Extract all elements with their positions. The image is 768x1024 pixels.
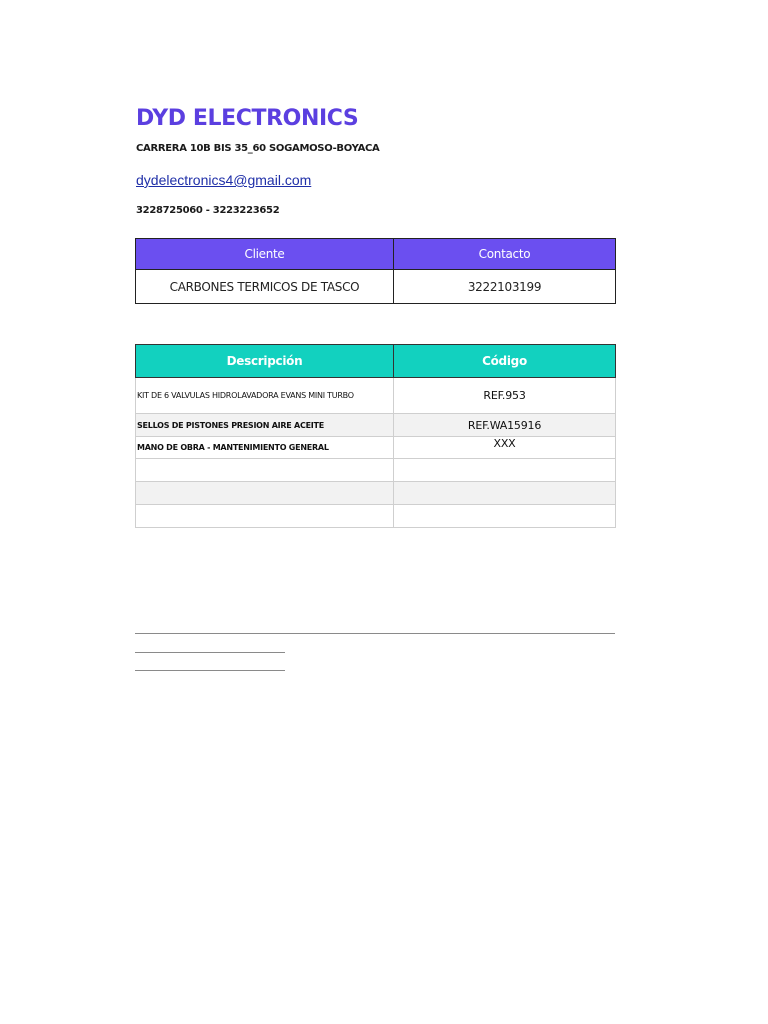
client-row [136,270,616,304]
email-link[interactable]: dydelectronics4@gmail.com [136,172,312,188]
table-row [136,378,616,414]
signature-line [135,670,285,671]
item-description-cell: SELLOS DE PISTONES PRESION AIRE ACEITE [136,414,394,437]
contact-header: Contacto [394,239,616,270]
item-code-cell: XXX [394,437,616,459]
client-name-cell: CARBONES TERMICOS DE TASCO [136,270,394,304]
table-row [136,482,616,505]
table-row [136,437,616,459]
signature-line [135,652,285,653]
item-code-cell: REF.WA15916 [394,414,616,437]
description-header: Descripción [136,345,394,378]
divider-line [135,633,615,634]
company-name: DYD ELECTRONICS [136,106,359,131]
code-header: Código [394,345,616,378]
client-header: Cliente [136,239,394,270]
item-description-cell [136,459,394,482]
client-contact-cell: 3222103199 [394,270,616,304]
company-address: CARRERA 10B BIS 35_60 SOGAMOSO-BOYACA [136,143,380,154]
client-table-header-row [136,239,616,270]
item-code-cell: REF.953 [394,378,616,414]
item-code-cell [394,459,616,482]
items-table-header-row [136,345,616,378]
table-row [136,414,616,437]
item-description-cell [136,482,394,505]
items-table [135,344,616,528]
table-row [136,459,616,482]
company-phones: 3228725060 - 3223223652 [136,205,280,216]
item-code-cell [394,505,616,528]
table-row [136,505,616,528]
client-table [135,238,616,304]
item-description-cell: KIT DE 6 VALVULAS HIDROLAVADORA EVANS MINI TURBO [136,378,394,414]
item-description-cell [136,505,394,528]
item-code-cell [394,482,616,505]
item-description-cell: MANO DE OBRA - MANTENIMIENTO GENERAL [136,437,394,459]
